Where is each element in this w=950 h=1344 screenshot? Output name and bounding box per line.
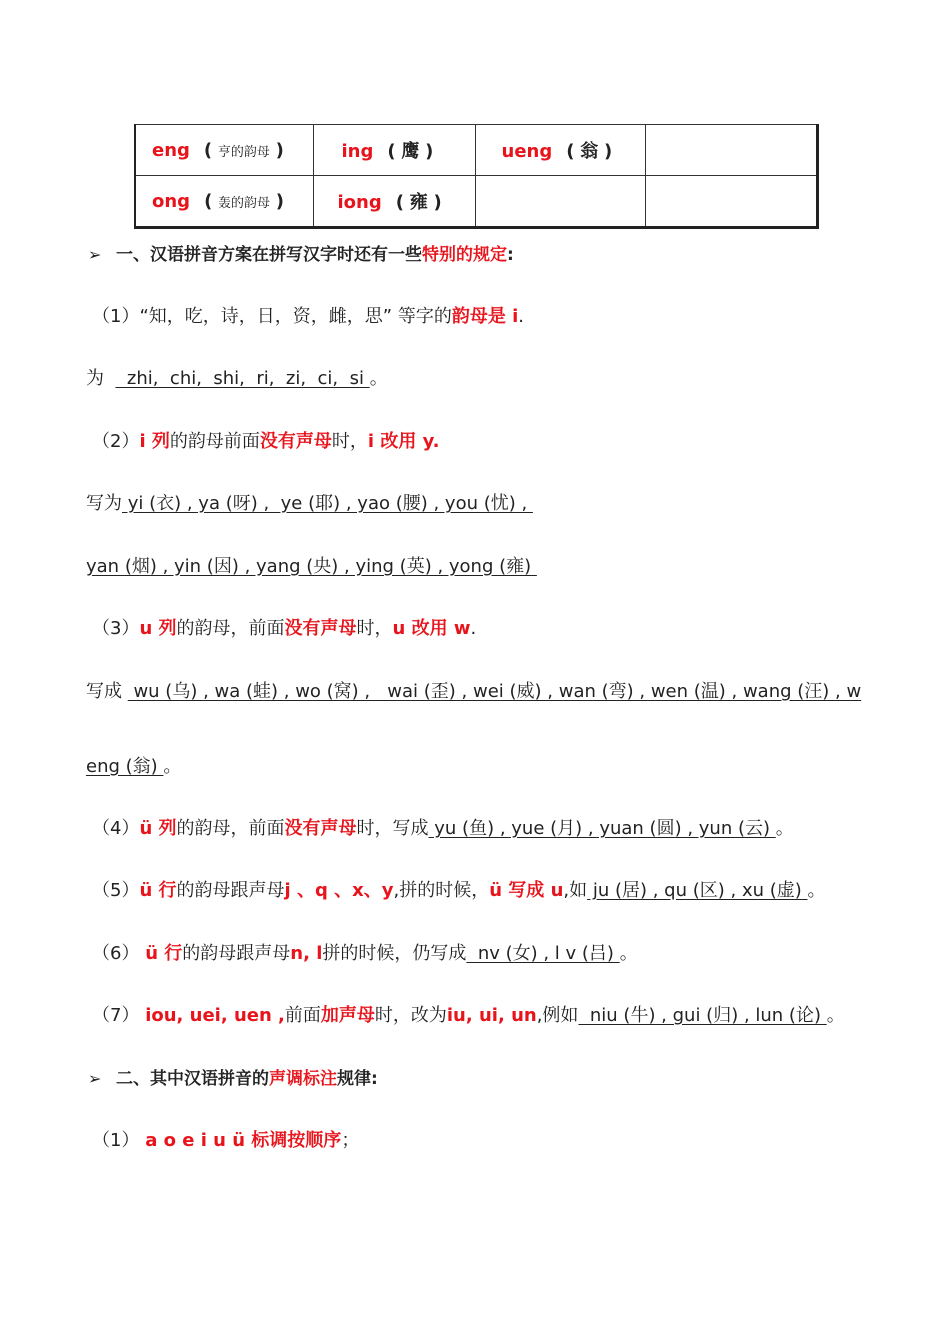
final-label: ing bbox=[341, 141, 374, 162]
rule-6: （6） ü 行的韵母跟声母n, l拼的时候，仍写成 nv (女) , l v (吕) 。 bbox=[92, 943, 638, 964]
final-note: 轰的韵母 bbox=[218, 195, 271, 211]
rule-3-example-1: 写成 wu (乌) , wa (蛙) , wo (窝) , wai (歪) , wei (威) , wan (弯) , wen (温) , wang (汪) , w bbox=[86, 681, 862, 702]
rule-2-example-2: yan (烟) , yin (因) , yang (央) , ying (英) , yong (雍) bbox=[86, 556, 537, 577]
table-cell: ong ( 轰的韵母 ) bbox=[135, 176, 313, 228]
tone-rule-1: （1） a o e i u ü 标调按顺序； bbox=[92, 1130, 360, 1151]
rule-3-example-2: eng (翁) 。 bbox=[86, 756, 182, 777]
table-row bbox=[135, 176, 817, 228]
section-heading-1: ➢ 一、汉语拼音方案在拼写汉字时还有一些特别的规定: bbox=[88, 245, 514, 265]
rule-1: （1）“知，吃，诗，日，资，雌，思” 等字的韵母是 i. bbox=[92, 306, 524, 327]
final-label: ong bbox=[152, 190, 191, 212]
rule-4: （4）ü 列的韵母，前面没有声母时，写成 yu (鱼) , yue (月) , yuan (圆) , yun (云) 。 bbox=[92, 818, 794, 839]
table-row bbox=[135, 125, 817, 176]
rule-2-example-1: 写为 yi (衣) , ya (呀) , ye (耶) , yao (腰) , you (忧) , bbox=[86, 493, 533, 514]
section-heading-2: ➢ 二、其中汉语拼音的声调标注规律: bbox=[88, 1069, 378, 1089]
rule-2: （2）i 列的韵母前面没有声母时，i 改用 y. bbox=[92, 431, 440, 452]
final-label: ueng bbox=[501, 141, 553, 162]
table-cell-empty bbox=[645, 125, 817, 176]
finals-table bbox=[134, 124, 819, 229]
final-note: 雍 bbox=[409, 192, 428, 213]
table-cell: iong ( 雍 ) bbox=[313, 176, 475, 228]
rule-5: （5）ü 行的韵母跟声母j 、q 、x、y,拼的时候，ü 写成 u,如 ju (居) , qu (区) , xu (虚) 。 bbox=[92, 880, 826, 901]
final-note: 翁 bbox=[580, 141, 599, 162]
final-note: 亨的韵母 bbox=[217, 144, 270, 160]
rule-3: （3）u 列的韵母，前面没有声母时，u 改用 w. bbox=[92, 618, 477, 639]
arrow-bullet-icon: ➢ bbox=[88, 245, 102, 264]
rule-7: （7） iou, uei, uen ,前面加声母时，改为iu, ui, un,例如 niu (牛) , gui (归) , lun (论) 。 bbox=[92, 1005, 845, 1026]
final-label: iong bbox=[337, 192, 382, 213]
table-cell-empty bbox=[475, 176, 645, 228]
table-cell: eng ( 亨的韵母 ) bbox=[135, 125, 313, 176]
table-cell-empty bbox=[645, 176, 817, 228]
final-label: eng bbox=[152, 139, 190, 161]
table-cell: ing ( 鹰 ) bbox=[313, 125, 475, 176]
rule-1-example: 为 zhi, chi, shi, ri, zi, ci, si 。 bbox=[86, 368, 388, 389]
arrow-bullet-icon: ➢ bbox=[88, 1069, 102, 1088]
table-cell: ueng ( 翁 ) bbox=[475, 125, 645, 176]
final-note: 鹰 bbox=[401, 141, 420, 162]
